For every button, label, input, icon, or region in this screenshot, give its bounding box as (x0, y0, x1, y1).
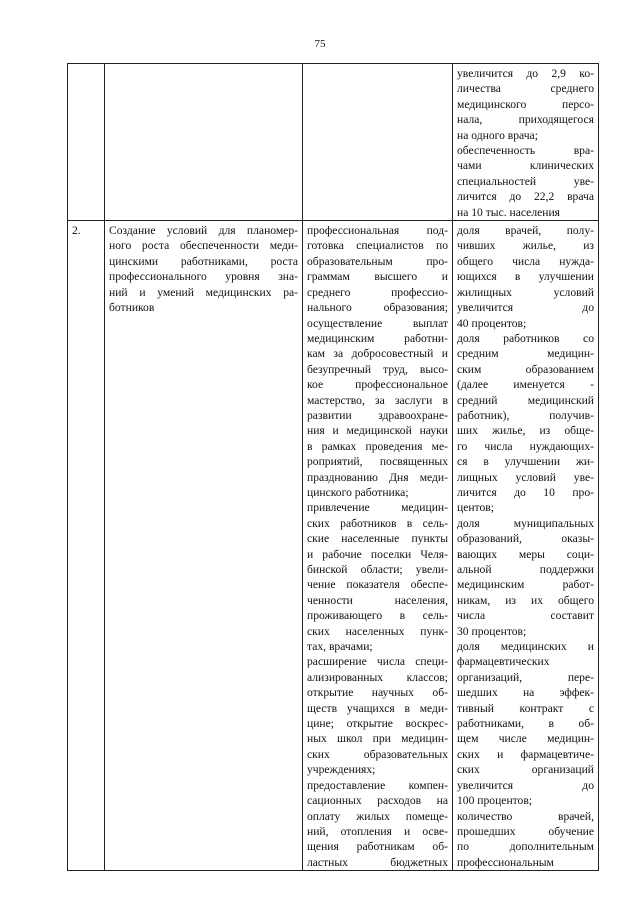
table-row (68, 221, 599, 871)
text-line: средний медицинский (457, 393, 594, 407)
text-line: кое профессиональное (307, 378, 448, 392)
text-line: по дополнительным (457, 840, 594, 854)
text-line: открытие научных об- (307, 686, 448, 700)
text-line: чивших жилье, из (457, 239, 594, 253)
text-line: учреждениях; (307, 763, 376, 777)
activities-cell (303, 64, 453, 221)
text-line: развитии здравоохране- (307, 408, 448, 422)
text-line: ских образовательных (307, 747, 448, 761)
text-line: тивный контракт с (457, 701, 594, 715)
text-line: ний, отопления и осве- (307, 824, 448, 838)
text-line: образовательным про- (307, 254, 448, 268)
text-line: расширение числа специ- (307, 655, 448, 669)
text-line: ществ учащихся в меди- (307, 701, 448, 715)
text-line: ских работников в сель- (307, 516, 448, 530)
text-line: оплату жилых помеще- (307, 809, 448, 823)
text-line: организаций, пере- (457, 670, 594, 684)
text-line: ализированных классов; (307, 670, 448, 684)
text-line: доля муниципальных (457, 516, 594, 530)
text-line: образований, оказы- (457, 532, 594, 546)
text-line: щем числе медицин- (457, 732, 594, 746)
table-row (68, 64, 599, 221)
text-line: цинского работника; (307, 485, 409, 499)
text-line: средним медицин- (457, 347, 594, 361)
page-number: 75 (314, 38, 326, 50)
text-line: ся в улучшении жи- (457, 455, 594, 469)
text-line: личится до 22,2 врача (457, 190, 594, 204)
text-line: и рабочие поселки Челя- (307, 547, 448, 561)
text-line: медицинского персо- (457, 97, 594, 111)
text-line: лищных условий уве- (457, 470, 594, 484)
text-line: сационных расходов на (307, 794, 448, 808)
text-line: кам за добросовестный и (307, 347, 448, 361)
text-line: профессиональная под- (307, 224, 448, 238)
text-line: шедших на эффек- (457, 686, 594, 700)
text-line: числа составит (457, 609, 594, 623)
text-line: вающих меры соци- (457, 547, 594, 561)
text-line: личится до 10 про- (457, 485, 594, 499)
text-line: количество врачей, (457, 809, 594, 823)
text-line: привлечение медицин- (307, 501, 448, 515)
text-line: (далее именуется - (457, 378, 594, 392)
text-line: центов; (457, 501, 494, 515)
row-number-cell (68, 64, 105, 221)
text-line: нального образования; (307, 301, 448, 315)
text-line: доля медицинских и (457, 640, 594, 654)
text-line: празднованию Дня меди- (307, 470, 448, 484)
text-line: ских организаций (457, 763, 594, 777)
goal-cell (105, 221, 303, 871)
text-line: нала, приходящегося (457, 113, 594, 127)
text-line: на 10 тыс. населения (457, 205, 560, 219)
text-line: ским образованием (457, 362, 594, 376)
text-line: ских населенных пунк- (307, 624, 448, 638)
text-line: цине; открытие воскрес- (307, 717, 448, 731)
text-line: ного роста обеспеченности меди- (109, 239, 298, 253)
text-line: прошедших обучение (457, 824, 594, 838)
text-line: ющихся в улучшении (457, 270, 594, 284)
text-line: общего числа нужда- (457, 254, 594, 268)
text-line: ских и фармацевтиче- (457, 747, 594, 761)
text-line: ченности населения, (307, 593, 448, 607)
text-line: 40 процентов; (457, 316, 527, 330)
text-line: 30 процентов; (457, 624, 527, 638)
program-table (67, 63, 599, 871)
text-line: цинскими работниками, роста (109, 254, 298, 268)
text-line: роприятий, посвященных (307, 455, 448, 469)
text-line: в рамках проведения ме- (307, 439, 448, 453)
text-line: медицинским работ- (457, 578, 594, 592)
text-line: проживающего в сель- (307, 609, 448, 623)
text-line: увеличится до (457, 301, 594, 315)
text-line: граммам высшего и (307, 270, 448, 284)
text-line: предоставление компен- (307, 778, 448, 792)
text-line: бинской области; увели- (307, 563, 448, 576)
text-line: ния и медицинской науки (307, 424, 448, 438)
text-line: личества среднего (457, 82, 594, 96)
indicators-cell (453, 64, 599, 221)
row-number-cell: 2. (68, 221, 105, 871)
text-line: безупречный труд, высо- (307, 362, 448, 376)
text-line: Создание условий для планомер- (109, 224, 298, 238)
text-line: ские населенные пункты (307, 532, 448, 546)
text-line: ных школ при медицин- (307, 732, 448, 746)
text-line: щения работникам об- (307, 840, 448, 854)
text-line: доля врачей, полу- (457, 224, 594, 238)
text-line: тах, врачами; (307, 640, 373, 654)
text-line: специальностей уве- (457, 174, 594, 188)
text-line: осуществление выплат (307, 316, 448, 330)
text-line: ботников (109, 301, 155, 315)
text-line: ших жилье, из обще- (457, 424, 594, 438)
text-line: альной поддержки (457, 563, 594, 576)
indicators-cell (453, 221, 599, 871)
text-line: чение показателя обеспе- (307, 578, 448, 592)
text-line: на одного врача; (457, 128, 538, 142)
text-line: ний и умений медицинских ра- (109, 285, 298, 299)
goal-cell (105, 64, 303, 221)
text-line: работниками, в об- (457, 717, 594, 731)
text-line: фармацевтических (457, 655, 550, 669)
activities-cell (303, 221, 453, 871)
text-line: увеличится до 2,9 ко- (457, 67, 594, 80)
text-line: 100 процентов; (457, 794, 533, 808)
text-line: чами клинических (457, 159, 594, 173)
text-line: профессиональным (457, 855, 554, 869)
text-line: мастерство, за заслуги в (307, 393, 448, 407)
text-line: жилищных условий (457, 285, 594, 299)
text-line: готовка специалистов по (307, 239, 448, 253)
text-line: профессионального уровня зна- (109, 270, 298, 284)
text-line: ластных бюджетных (307, 855, 448, 869)
text-line: медицинским работни- (307, 331, 448, 345)
text-line: работник), получив- (457, 408, 594, 422)
text-line: среднего профессио- (307, 285, 448, 299)
text-line: го числа нуждающих- (457, 439, 594, 453)
text-line: никам, из их общего (457, 593, 594, 607)
text-line: увеличится до (457, 778, 594, 792)
text-line: доля работников со (457, 331, 594, 345)
text-line: обеспеченность вра- (457, 144, 594, 158)
